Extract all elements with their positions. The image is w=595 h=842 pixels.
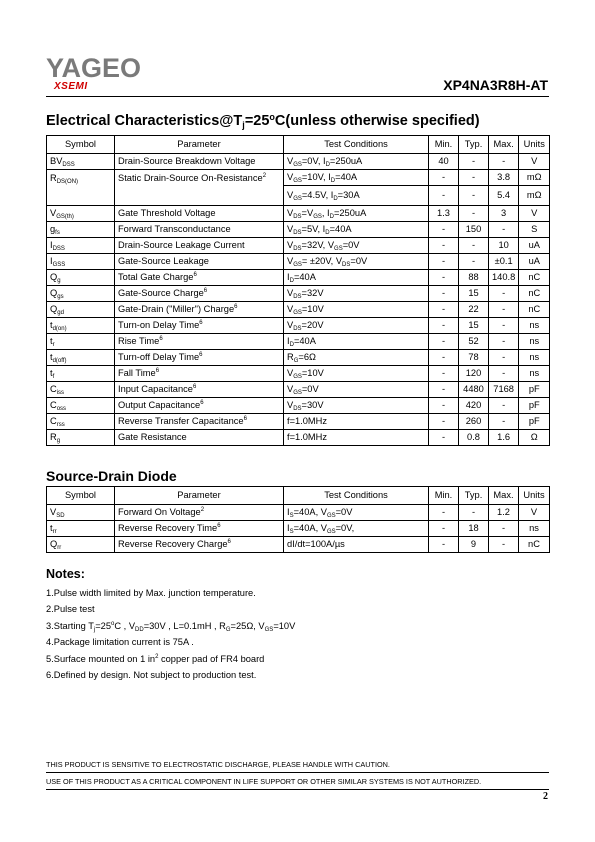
- table-row: [47, 366, 550, 382]
- logo-wordmark: YAGEO: [46, 53, 142, 83]
- table-header-row: [47, 136, 550, 154]
- esd-warning: THIS PRODUCT IS SENSITIVE TO ELECTROSTATIC DISCHARGE, PLEASE HANDLE WITH CAUTION.: [46, 760, 390, 769]
- col-header: Min.: [429, 136, 459, 154]
- min-cell: -: [429, 430, 459, 446]
- min-cell: -: [429, 505, 459, 521]
- typ-cell: 78: [459, 350, 489, 366]
- table-row: [47, 521, 550, 537]
- part-number: XP4NA3R8H-AT: [443, 77, 548, 93]
- min-cell: -: [429, 302, 459, 318]
- symbol-cell: $I_{GSS}$: [47, 254, 115, 270]
- parameter-cell: Gate Threshold Voltage: [115, 206, 284, 222]
- col-header: Units: [519, 487, 550, 505]
- table-row: [47, 414, 550, 430]
- unit-cell: V: [519, 206, 550, 222]
- conditions-cell: $I_D=40A$: [284, 270, 429, 286]
- parameter-cell: Drain-Source Breakdown Voltage: [115, 154, 284, 170]
- typ-cell: 88: [459, 270, 489, 286]
- col-header: Parameter: [115, 487, 284, 505]
- conditions-cell: $V_{GS}=4.5V$, $I_D=30A$: [284, 186, 429, 206]
- unit-cell: pF: [519, 414, 550, 430]
- max-cell: 1.6: [489, 430, 519, 446]
- conditions-cell: dI/dt=100A/µs: [284, 537, 429, 553]
- max-cell: 10: [489, 238, 519, 254]
- parameter-cell: Fall Time$^6$: [115, 366, 284, 382]
- parameter-cell: Total Gate Charge$^6$: [115, 270, 284, 286]
- note-item: 2.Pulse test: [46, 604, 95, 615]
- min-cell: -: [429, 186, 459, 206]
- symbol-cell: $R_g$: [47, 430, 115, 446]
- symbol-cell: $t_{rr}$: [47, 521, 115, 537]
- col-header: Test Conditions: [284, 487, 429, 505]
- min-cell: -: [429, 286, 459, 302]
- typ-cell: -: [459, 186, 489, 206]
- min-cell: -: [429, 414, 459, 430]
- col-header: Min.: [429, 487, 459, 505]
- min-cell: -: [429, 254, 459, 270]
- note-item: 1.Pulse width limited by Max. junction temperature.: [46, 588, 256, 598]
- unit-cell: S: [519, 222, 550, 238]
- table-row: [47, 350, 550, 366]
- table-row: [47, 286, 550, 302]
- conditions-cell: $V_{GS}=10V$, $I_D=40A$: [284, 170, 429, 186]
- header-rule: [46, 96, 549, 97]
- conditions-cell: $V_{GS}=0V$: [284, 382, 429, 398]
- unit-cell: nC: [519, 537, 550, 553]
- logo-subbrand: XSEMI: [54, 81, 88, 92]
- max-cell: 140.8: [489, 270, 519, 286]
- note-item: 6.Defined by design. Not subject to production test.: [46, 669, 257, 680]
- parameter-cell: Gate-Source Charge$^6$: [115, 286, 284, 302]
- unit-cell: pF: [519, 382, 550, 398]
- min-cell: -: [429, 398, 459, 414]
- typ-cell: 150: [459, 222, 489, 238]
- table-row: [47, 154, 550, 170]
- min-cell: 40: [429, 154, 459, 170]
- unit-cell: ns: [519, 334, 550, 350]
- diode-title: Source-Drain Diode: [46, 468, 177, 484]
- min-cell: -: [429, 382, 459, 398]
- conditions-cell: f=1.0MHz: [284, 430, 429, 446]
- conditions-cell: $V_{DS}=V_{GS}$, $I_D=250uA$: [284, 206, 429, 222]
- col-header: Test Conditions: [284, 136, 429, 154]
- conditions-cell: $V_{DS}=32V$, $V_{GS}=0V$: [284, 238, 429, 254]
- conditions-cell: $I_D=40A$: [284, 334, 429, 350]
- min-cell: -: [429, 238, 459, 254]
- max-cell: -: [489, 366, 519, 382]
- min-cell: -: [429, 537, 459, 553]
- yageo-logo: [46, 55, 156, 95]
- max-cell: -: [489, 222, 519, 238]
- symbol-cell: $t_{d(on)}$: [47, 318, 115, 334]
- parameter-cell: Reverse Transfer Capacitance$^6$: [115, 414, 284, 430]
- table-header-row: [47, 487, 550, 505]
- symbol-cell: $t_r$: [47, 334, 115, 350]
- unit-cell: uA: [519, 254, 550, 270]
- col-header: Parameter: [115, 136, 284, 154]
- typ-cell: 52: [459, 334, 489, 350]
- symbol-cell: $C_{oss}$: [47, 398, 115, 414]
- max-cell: -: [489, 286, 519, 302]
- table-row: [47, 430, 550, 446]
- symbol-cell: $Q_{gd}$: [47, 302, 115, 318]
- parameter-cell: Turn-on Delay Time$^6$: [115, 318, 284, 334]
- typ-cell: -: [459, 505, 489, 521]
- max-cell: -: [489, 537, 519, 553]
- conditions-cell: f=1.0MHz: [284, 414, 429, 430]
- note-item: 5.Surface mounted on 1 $in^2$ copper pad of FR4 board: [46, 653, 265, 664]
- typ-cell: 15: [459, 286, 489, 302]
- life-support-disclaimer: USE OF THIS PRODUCT AS A CRITICAL COMPONENT IN LIFE SUPPORT OR OTHER SIMILAR SYSTEMS IS NOT AUTHORIZED.: [46, 777, 482, 786]
- conditions-cell: $V_{GS}=0V$, $I_D=250uA$: [284, 154, 429, 170]
- conditions-cell: $V_{DS}=5V$, $I_D=40A$: [284, 222, 429, 238]
- electrical-title: Electrical $Characteristics@T_j=25^oC(unless$ otherwise specified): [46, 112, 480, 130]
- parameter-cell: Static Drain-Source On-Resistance$^2$: [115, 170, 284, 206]
- parameter-cell: Reverse Recovery Charge$^6$: [115, 537, 284, 553]
- min-cell: -: [429, 270, 459, 286]
- min-cell: -: [429, 170, 459, 186]
- unit-cell: uA: [519, 238, 550, 254]
- conditions-cell: $V_{DS}=30V$: [284, 398, 429, 414]
- symbol-cell: $R_{DS(ON)}$: [47, 170, 115, 206]
- min-cell: -: [429, 366, 459, 382]
- max-cell: -: [489, 350, 519, 366]
- table-row: [47, 270, 550, 286]
- min-cell: -: [429, 318, 459, 334]
- min-cell: -: [429, 521, 459, 537]
- table-row: [47, 302, 550, 318]
- parameter-cell: Gate-Source Leakage: [115, 254, 284, 270]
- typ-cell: 22: [459, 302, 489, 318]
- max-cell: 7168: [489, 382, 519, 398]
- max-cell: -: [489, 154, 519, 170]
- max-cell: -: [489, 521, 519, 537]
- conditions-cell: $V_{GS}= \pm 20V$, $V_{DS}=0V$: [284, 254, 429, 270]
- parameter-cell: Gate Resistance: [115, 430, 284, 446]
- table-row: [47, 170, 550, 186]
- col-header: Max.: [489, 136, 519, 154]
- footer-rule-bottom: [46, 789, 549, 790]
- table-row: [47, 398, 550, 414]
- max-cell: 3: [489, 206, 519, 222]
- unit-cell: ns: [519, 366, 550, 382]
- conditions-cell: $V_{DS}=20V$: [284, 318, 429, 334]
- typ-cell: 420: [459, 398, 489, 414]
- table-row: [47, 334, 550, 350]
- col-header: Units: [519, 136, 550, 154]
- parameter-cell: Reverse Recovery Time$^6$: [115, 521, 284, 537]
- electrical-characteristics-table: [46, 135, 550, 446]
- max-cell: -: [489, 334, 519, 350]
- unit-cell: pF: [519, 398, 550, 414]
- max-cell: -: [489, 302, 519, 318]
- typ-cell: 9: [459, 537, 489, 553]
- parameter-cell: Drain-Source Leakage Current: [115, 238, 284, 254]
- unit-cell: nC: [519, 302, 550, 318]
- conditions-cell: $V_{GS}=10V$: [284, 366, 429, 382]
- unit-cell: ns: [519, 350, 550, 366]
- symbol-cell: $g_{fs}$: [47, 222, 115, 238]
- notes-title: Notes:: [46, 567, 85, 581]
- unit-cell: nC: [519, 286, 550, 302]
- table-row: [47, 382, 550, 398]
- min-cell: -: [429, 334, 459, 350]
- col-header: Symbol: [47, 487, 115, 505]
- table-row: [47, 318, 550, 334]
- symbol-cell: $C_{iss}$: [47, 382, 115, 398]
- typ-cell: -: [459, 238, 489, 254]
- parameter-cell: Forward On Voltage$^2$: [115, 505, 284, 521]
- table-row: [47, 254, 550, 270]
- table-row: [47, 505, 550, 521]
- parameter-cell: Turn-off Delay Time$^6$: [115, 350, 284, 366]
- symbol-cell: $t_f$: [47, 366, 115, 382]
- col-header: Typ.: [459, 136, 489, 154]
- parameter-cell: Output Capacitance$^6$: [115, 398, 284, 414]
- max-cell: -: [489, 318, 519, 334]
- unit-cell: mΩ: [519, 186, 550, 206]
- parameter-cell: Forward Transconductance: [115, 222, 284, 238]
- typ-cell: 260: [459, 414, 489, 430]
- max-cell: 5.4: [489, 186, 519, 206]
- parameter-cell: Rise Time$^6$: [115, 334, 284, 350]
- col-header: Symbol: [47, 136, 115, 154]
- typ-cell: -: [459, 154, 489, 170]
- unit-cell: nC: [519, 270, 550, 286]
- col-header: Typ.: [459, 487, 489, 505]
- table-row: [47, 537, 550, 553]
- conditions-cell: $R_G=6\Omega$: [284, 350, 429, 366]
- table-row: [47, 206, 550, 222]
- symbol-cell: $C_{rss}$: [47, 414, 115, 430]
- table-row: [47, 238, 550, 254]
- min-cell: 1.3: [429, 206, 459, 222]
- col-header: Max.: [489, 487, 519, 505]
- max-cell: ±0.1: [489, 254, 519, 270]
- unit-cell: mΩ: [519, 170, 550, 186]
- unit-cell: ns: [519, 521, 550, 537]
- symbol-cell: $Q_g$: [47, 270, 115, 286]
- table-row: [47, 222, 550, 238]
- symbol-cell: $BV_{DSS}$: [47, 154, 115, 170]
- note-item: 4.Package limitation current is 75A .: [46, 637, 194, 648]
- symbol-cell: $V_{GS(th)}$: [47, 206, 115, 222]
- typ-cell: 15: [459, 318, 489, 334]
- notes-list: [46, 585, 295, 683]
- conditions-cell: $I_S=40A$, $V_{GS}=0V$: [284, 505, 429, 521]
- symbol-cell: $Q_{rr}$: [47, 537, 115, 553]
- page-number: 2: [543, 791, 548, 802]
- conditions-cell: $I_S=40A$, $V_{GS}=0V$,: [284, 521, 429, 537]
- footer-rule: [46, 772, 549, 773]
- max-cell: -: [489, 398, 519, 414]
- symbol-cell: $Q_{gs}$: [47, 286, 115, 302]
- conditions-cell: $V_{DS}=32V$: [284, 286, 429, 302]
- typ-cell: 0.8: [459, 430, 489, 446]
- symbol-cell: $t_{d(off)}$: [47, 350, 115, 366]
- typ-cell: -: [459, 206, 489, 222]
- parameter-cell: Gate-Drain ("Miller") Charge$^6$: [115, 302, 284, 318]
- min-cell: -: [429, 350, 459, 366]
- unit-cell: Ω: [519, 430, 550, 446]
- typ-cell: 18: [459, 521, 489, 537]
- note-item: 3.Starting $T_j=25^oC$ , $V_{DD}=30V$ , L=0.1mH , $R_G=25\Omega$, $V_{GS}=10V$: [46, 620, 296, 633]
- typ-cell: 120: [459, 366, 489, 382]
- typ-cell: -: [459, 170, 489, 186]
- typ-cell: 4480: [459, 382, 489, 398]
- unit-cell: V: [519, 154, 550, 170]
- parameter-cell: Input Capacitance$^6$: [115, 382, 284, 398]
- max-cell: -: [489, 414, 519, 430]
- min-cell: -: [429, 222, 459, 238]
- max-cell: 3.8: [489, 170, 519, 186]
- unit-cell: ns: [519, 318, 550, 334]
- source-drain-diode-table: [46, 486, 550, 553]
- symbol-cell: $V_{SD}$: [47, 505, 115, 521]
- max-cell: 1.2: [489, 505, 519, 521]
- typ-cell: -: [459, 254, 489, 270]
- unit-cell: V: [519, 505, 550, 521]
- conditions-cell: $V_{GS}=10V$: [284, 302, 429, 318]
- symbol-cell: $I_{DSS}$: [47, 238, 115, 254]
